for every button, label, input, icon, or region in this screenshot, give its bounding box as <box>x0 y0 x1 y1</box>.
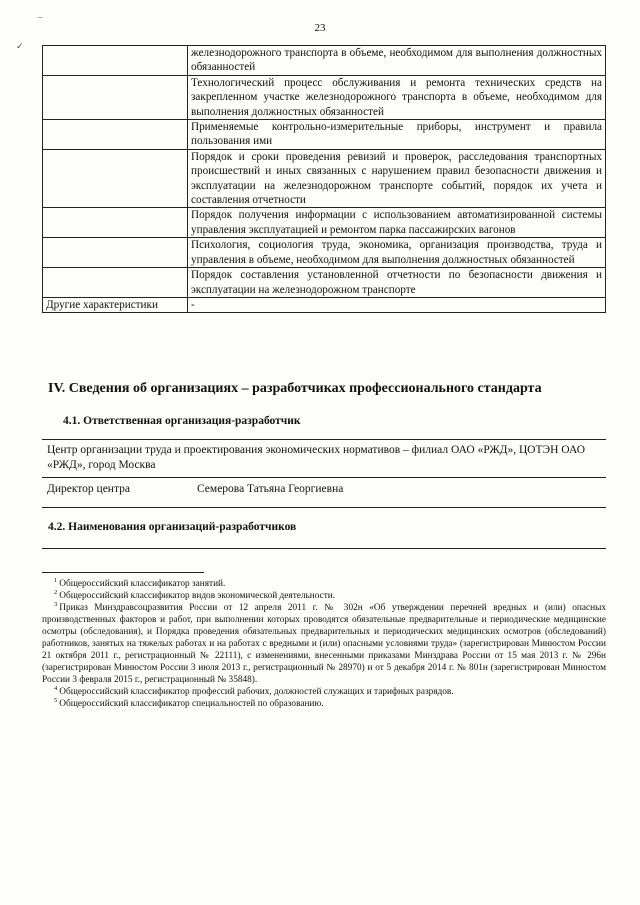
requirements-table <box>42 45 606 313</box>
footnote-number: 4 <box>54 684 58 692</box>
footnote-text: Общероссийский классификатор профессий рабочих, должностей служащих и тарифных разрядов. <box>59 687 454 697</box>
other-characteristics-label: Другие характеристики <box>43 297 188 312</box>
requirement-row <box>43 268 606 298</box>
requirement-row <box>43 120 606 150</box>
director-row <box>42 478 606 508</box>
margin-check-mark: ✓ <box>16 41 24 51</box>
requirement-row <box>43 75 606 119</box>
requirement-label <box>43 149 188 208</box>
requirement-text: Порядок и сроки проведения ревизий и проверок, расследования транспортных происшествий и иных связанных с нарушением правил безопасности движения и эксплуатации на железнодорожном транспорте событий, порядок их учета и составления отчетности <box>188 149 606 208</box>
requirement-label <box>43 238 188 268</box>
requirement-text: Порядок получения информации с использованием автоматизированной системы управления эксплуатацией и ремонтом парка пассажирских вагонов <box>188 208 606 238</box>
director-cell <box>42 478 606 508</box>
director-name: Семерова Татьяна Георгиевна <box>197 483 344 495</box>
subsection-4-1-title: 4.1. Ответственная организация-разработчик <box>63 415 301 427</box>
requirement-label <box>43 120 188 150</box>
requirement-row <box>43 149 606 208</box>
footnote-text: Приказ Минздравсоцразвития России от 12 апреля 2011 г. № 302н «Об утверждении перечней вредных и (или) опасных производственных факторов и работ, при выполнении которых проводятся обязательные предварительные и периодические медицинские осмотры (обследования), и Порядка проведения обязательных предварительных и периодических медицинских осмотров (обследований) работников, занятых на тяжелых работах и на работах с вредными и (или) опасными условиями труда» (зарегистрирован Минюстом России 21 октября 2011 г., регистрационный № 22111), с изменениями, внесенными приказами Минздрава России от 15 мая 2013 г. № 296н (зарегистрирован Минюстом России 3 июля 2013 г., регистрационный № 28970) и от 5 декабря 2014 г. № 801н (зарегистрирован Минюстом России 3 февраля 2015 г., регистрационный № 35848). <box>42 603 606 685</box>
footnote <box>42 686 606 698</box>
footnote-number: 1 <box>54 576 58 584</box>
organization-row <box>42 440 606 478</box>
other-characteristics-row <box>43 297 606 312</box>
requirement-row <box>43 238 606 268</box>
page-number: 23 <box>314 22 326 34</box>
footnote-number: 2 <box>54 588 58 596</box>
requirement-text: Психология, социология труда, экономика, организация производства, труда и управления в объеме, необходимом для выполнения должностных обязанностей <box>188 238 606 268</box>
footnote <box>42 578 606 590</box>
director-role: Директор центра <box>47 483 130 495</box>
footnote-text: Общероссийский классификатор занятий. <box>59 579 226 589</box>
requirement-text: Применяемые контрольно-измерительные приборы, инструмент и правила пользования ими <box>188 120 606 150</box>
requirements-table-body <box>43 46 606 298</box>
organization-name: Центр организации труда и проектирования экономических нормативов – филиал ОАО «РЖД», ЦОТЭН ОАО «РЖД», город Москва <box>42 440 606 478</box>
requirement-text: Порядок составления установленной отчетности по безопасности движения и эксплуатации на железнодорожном транспорте <box>188 268 606 298</box>
requirement-row <box>43 46 606 76</box>
other-characteristics-value: - <box>188 297 606 312</box>
footnote-number: 5 <box>54 696 58 704</box>
footnote <box>42 602 606 686</box>
footnote-number: 3 <box>54 600 58 608</box>
responsible-organization-table <box>42 439 606 508</box>
requirement-label <box>43 208 188 238</box>
requirement-label <box>43 46 188 76</box>
footnote-text: Общероссийский классификатор специальностей по образованию. <box>59 699 324 709</box>
developers-table-rule <box>42 548 606 549</box>
subsection-4-2-title: 4.2. Наименования организаций-разработчиков <box>48 521 297 533</box>
requirement-row <box>43 208 606 238</box>
footnote-text: Общероссийский классификатор видов экономической деятельности. <box>59 591 336 601</box>
corner-mark: – <box>38 12 43 22</box>
footnotes-list <box>42 578 606 710</box>
requirement-text: Технологический процесс обслуживания и ремонта технических средств на закрепленном участке железнодорожного транспорта в объеме, необходимом для выполнения должностных обязанностей <box>188 75 606 119</box>
requirement-label <box>43 75 188 119</box>
footnote <box>42 590 606 602</box>
footnote-separator <box>42 572 204 573</box>
footnote <box>42 698 606 710</box>
requirement-text: железнодорожного транспорта в объеме, необходимом для выполнения должностных обязанностей <box>188 46 606 76</box>
requirement-label <box>43 268 188 298</box>
section-4-title: IV. Сведения об организациях – разработчиках профессионального стандарта <box>48 381 542 396</box>
